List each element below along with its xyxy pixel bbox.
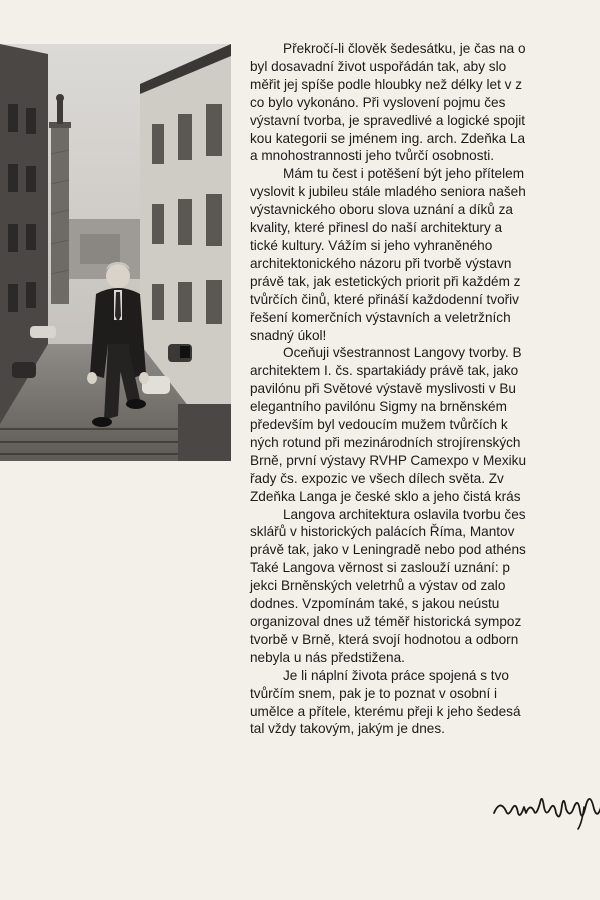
text-line: nebyla u nás předstižena. xyxy=(250,649,405,665)
text-line: co bylo vykonáno. Při vyslovení pojmu čes xyxy=(250,94,506,110)
text-line: tvůrčích činů, které přináší každodenní tvořiv xyxy=(250,291,519,307)
text-line: tické kultury. Vážím si jeho vyhraněného xyxy=(250,237,493,253)
paragraph xyxy=(250,506,600,667)
paragraph xyxy=(250,667,600,739)
text-line: právě tak, jak estetických priorit při každém z xyxy=(250,273,521,289)
text-line: a mnohostrannosti jeho tvůrčí osobnosti. xyxy=(250,148,495,164)
text-line: výstavní tvorba, je spravedlivé a logické spojit xyxy=(250,112,526,128)
text-line: Překročí-li člověk šedesátku, je čas na o xyxy=(283,41,526,56)
text-line: Je li náplní života práce spojená s tvo xyxy=(283,667,509,683)
text-line: architektonického názoru při tvorbě výstavn xyxy=(250,255,512,271)
text-line: sklářů v historických palácích Říma, Mantov xyxy=(250,524,515,540)
text-line: organizoval dnes už téměř historická sympoz xyxy=(250,614,522,629)
text-line: kvality, které přinesl do naší architektury a xyxy=(250,220,503,236)
portrait-photo xyxy=(0,44,231,461)
text-line: Zdeňka Langa je české sklo a jeho čistá krás xyxy=(250,488,521,504)
text-line: právě tak, jako v Leningradě nebo pod athéns xyxy=(250,542,526,558)
text-line: dodnes. Vzpomínám také, s jakou neústu xyxy=(250,596,500,612)
paragraph xyxy=(250,40,600,165)
text-line: umělce a přítele, kterému přeji k jeho šedesá xyxy=(250,703,521,719)
text-line: měřit jej spíše podle hloubky než délky let v z xyxy=(250,76,523,92)
signature xyxy=(490,783,600,831)
text-line: Také Langova věrnost si zaslouží uznání: p xyxy=(250,560,510,576)
paragraph xyxy=(250,344,600,505)
text-line: řady čs. expozic ve všech dílech světa. Zv xyxy=(250,470,504,486)
text-line: pavilónu při Světové výstavě myslivosti v Bu xyxy=(250,381,516,397)
text-line: vyslovit k jubileu stále mladého seniora našeh xyxy=(250,184,526,200)
text-line: jekci Brněnských veletrhů a výstav od zalo xyxy=(250,578,506,594)
text-line: tvorbě v Brně, která svojí hodnotou a odborn xyxy=(250,631,519,647)
text-line: Oceňuji všestrannost Langovy tvorby. B xyxy=(283,345,522,361)
text-line: ných rotund při mezinárodních strojírenských xyxy=(250,434,521,450)
text-line: především byl vedoucím mužem tvůrčích k xyxy=(250,417,508,433)
text-line: architektem I. čs. spartakiády právě tak, jako xyxy=(250,363,519,379)
text-line: řešení komerčních výstavních a veletržních xyxy=(250,309,511,325)
text-line: tvůrčím snem, pak je to poznat v osobní i xyxy=(250,685,498,701)
text-line: elegantního pavilónu Sigmy na brněnském xyxy=(250,399,507,415)
text-line: tal vždy takovým, jakým je dnes. xyxy=(250,721,445,737)
text-line: byl dosavadní život uspořádán tak, aby slo xyxy=(250,58,507,74)
text-line: kou kategorii se jménem ing. arch. Zdeňka La xyxy=(250,130,526,146)
paragraph xyxy=(250,165,600,344)
text-line: Langova architektura oslavila tvorbu čes xyxy=(283,506,526,522)
article-body xyxy=(250,40,600,738)
text-line: Brně, první výstavy RVHP Camexpo v Mexiku xyxy=(250,452,527,468)
text-line: výstavnického oboru slova uznání a díků za xyxy=(250,202,513,218)
text-line: Mám tu čest i potěšení být jeho přítelem xyxy=(283,166,525,182)
text-line: snadný úkol! xyxy=(250,327,327,343)
